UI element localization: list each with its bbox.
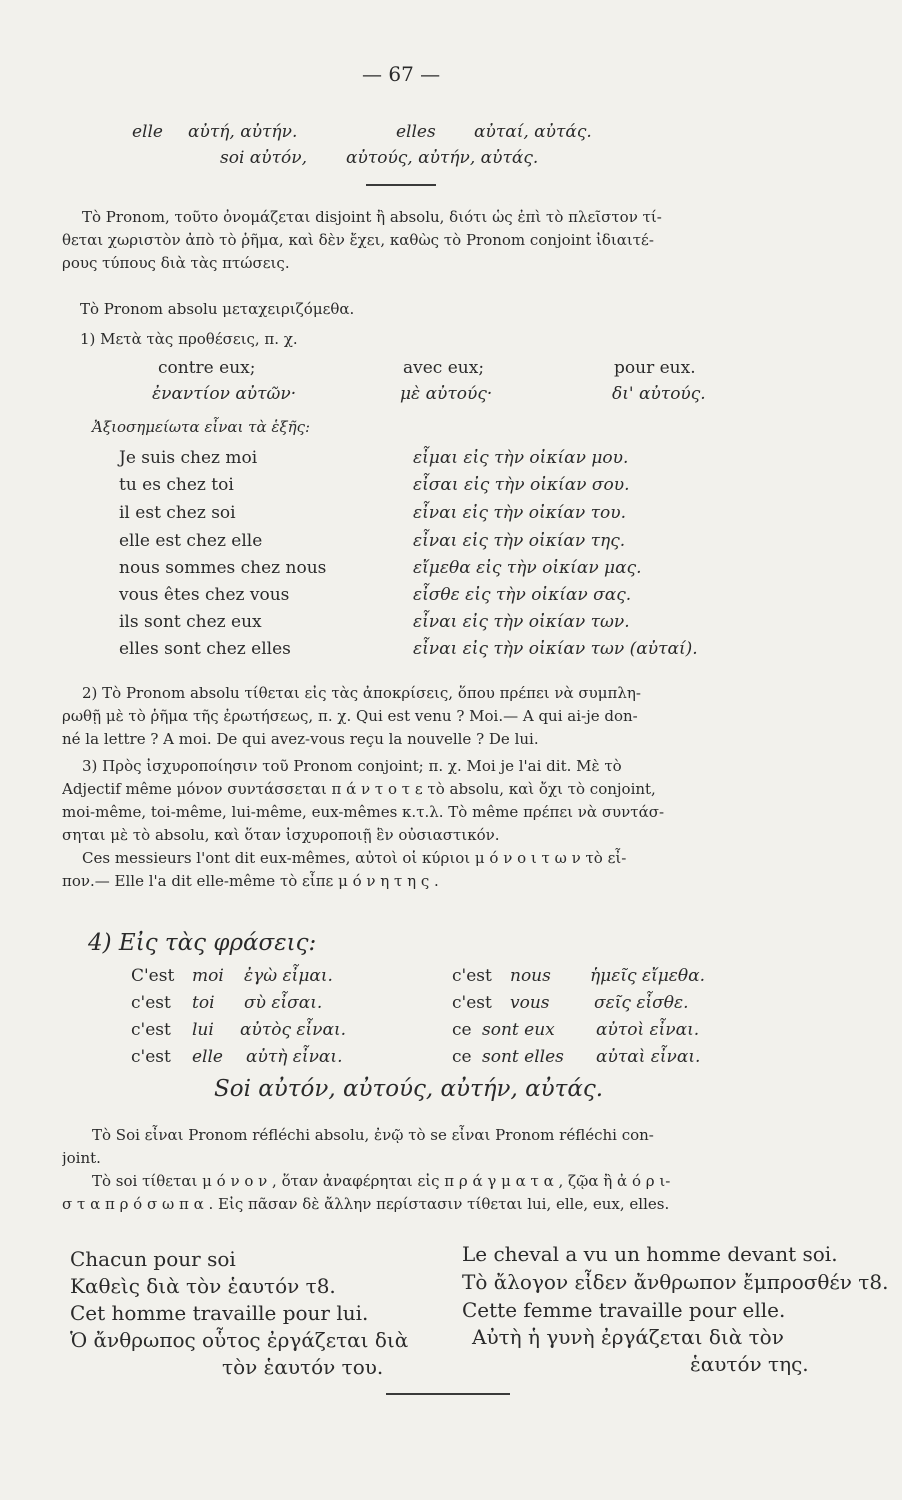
final-left-4: Ὁ ἄνθρωπος οὗτος ἐργάζεται διὰ bbox=[70, 1328, 409, 1352]
chez-gr-7: εἶναι εἰς τὴν οἰκίαν των. bbox=[413, 612, 630, 632]
page-number: — 67 — bbox=[362, 62, 441, 86]
prep-fr-3: pour eux. bbox=[614, 358, 696, 378]
cest-l1-a: C'est bbox=[131, 966, 175, 986]
rule-3-line-2: Adjectif même μόνον συντάσσεται π ά ν τ ο τ ε τὸ absolu, καὶ ὄχι τὸ conjoint, bbox=[62, 780, 656, 798]
top-pair-gr-4: αὐτούς, αὐτήν, αὐτάς. bbox=[346, 148, 539, 168]
final-left-1: Chacun pour soi bbox=[70, 1247, 236, 1271]
cest-r4-a: ce bbox=[452, 1047, 472, 1067]
final-left-2: Καθεὶς διὰ τὸν ἑαυτόν τ8. bbox=[70, 1274, 336, 1298]
divider-bottom bbox=[386, 1393, 510, 1395]
rule-3-line-1: 3) Πρὸς ἰσχυροποίησιν τοῦ Pronom conjoint; π. χ. Moi je l'ai dit. Μὲ τὸ bbox=[82, 757, 622, 775]
chez-fr-6: vous êtes chez vous bbox=[119, 585, 290, 605]
chez-gr-6: εἶσθε εἰς τὴν οἰκίαν σας. bbox=[413, 585, 632, 605]
cest-l1-b: moi bbox=[192, 966, 224, 986]
cest-l2-a: c'est bbox=[131, 993, 171, 1013]
chez-fr-3: il est chez soi bbox=[119, 503, 236, 523]
intro-line-2: θεται χωριστὸν ἀπὸ τὸ ῥῆμα, καὶ δὲν ἔχει, καθὼς τὸ Pronom conjoint ἰδιαιτέ- bbox=[62, 231, 654, 249]
rule-3-line-4: σηται μὲ τὸ absolu, καὶ ὅταν ἰσχυροποιῇ ἓν οὐσιαστικόν. bbox=[62, 826, 500, 844]
chez-gr-4: εἶναι εἰς τὴν οἰκίαν της. bbox=[413, 531, 626, 551]
final-right-1: Le cheval a vu un homme devant soi. bbox=[462, 1242, 838, 1266]
final-left-3: Cet homme travaille pour lui. bbox=[70, 1301, 369, 1325]
soi-line-3: Τὸ soi τίθεται μ ό ν ο ν , ὅταν ἀναφέρηται εἰς π ρ ά γ μ α τ α , ζῷα ἢ ἀ ό ρ ι- bbox=[92, 1172, 671, 1190]
cest-r1-c: ἡμεῖς εἴμεθα. bbox=[590, 966, 706, 986]
examples-intro: Ἀξιοσημείωτα εἶναι τὰ ἑξῆς: bbox=[92, 418, 311, 436]
cest-r2-b: vous bbox=[510, 993, 550, 1013]
rule-3-line-6: πον.— Elle l'a dit elle-même τὸ εἶπε μ ό ν η τ η ς . bbox=[62, 872, 439, 890]
chez-gr-1: εἶμαι εἰς τὴν οἰκίαν μου. bbox=[413, 448, 629, 468]
final-right-4: Αὐτὴ ἡ γυνὴ ἐργάζεται διὰ τὸν bbox=[472, 1325, 784, 1349]
prep-fr-1: contre eux; bbox=[158, 358, 256, 378]
top-pair-gr-2: αὐταί, αὐτάς. bbox=[474, 122, 592, 142]
rule-2-paragraph bbox=[62, 682, 802, 751]
chez-gr-5: εἴμεθα εἰς τὴν οἰκίαν μας. bbox=[413, 558, 642, 578]
cest-r3-b: sont eux bbox=[482, 1020, 555, 1040]
cest-r3-c: αὐτοὶ εἶναι. bbox=[596, 1020, 700, 1040]
soi-line-1: Τὸ Soi εἶναι Pronom réfléchi absolu, ἐνῷ τὸ se εἶναι Pronom réfléchi con- bbox=[92, 1126, 654, 1144]
prep-fr-2: avec eux; bbox=[403, 358, 485, 378]
top-pair-fr-2: elles bbox=[396, 122, 436, 142]
rule-2-line-1: 2) Τὸ Pronom absolu τίθεται εἰς τὰς ἀποκρίσεις, ὅπου πρέπει νὰ συμπλη- bbox=[82, 684, 641, 702]
soi-heading: Soi αὐτόν, αὐτούς, αὐτήν, αὐτάς. bbox=[214, 1076, 604, 1102]
chez-fr-2: tu es chez toi bbox=[119, 475, 234, 495]
cest-r4-c: αὐταὶ εἶναι. bbox=[596, 1047, 701, 1067]
prep-gr-1: ἐναντίον αὐτῶν· bbox=[152, 384, 297, 404]
cest-r3-a: ce bbox=[452, 1020, 472, 1040]
intro-line-4: Τὸ Pronom absolu μεταχειριζόμεθα. bbox=[80, 300, 355, 318]
final-left-5: τὸν ἑαυτόν του. bbox=[222, 1355, 384, 1379]
rule-1: 1) Μετὰ τὰς προθέσεις, π. χ. bbox=[80, 330, 298, 348]
intro-paragraph bbox=[62, 206, 802, 275]
chez-fr-8: elles sont chez elles bbox=[119, 639, 291, 659]
cest-r1-b: nous bbox=[510, 966, 551, 986]
cest-r1-a: c'est bbox=[452, 966, 492, 986]
rule-3-line-5: Ces messieurs l'ont dit eux-mêmes, αὐτοὶ οἱ κύριοι μ ό ν ο ι τ ω ν τὸ εἶ- bbox=[82, 849, 627, 867]
cest-l4-b: elle bbox=[192, 1047, 223, 1067]
cest-r4-b: sont elles bbox=[482, 1047, 564, 1067]
top-pair-gr-3: soi αὐτόν, bbox=[220, 148, 307, 168]
rule-2-line-2: ρωθῇ μὲ τὸ ῥῆμα τῆς ἐρωτήσεως, π. χ. Qui est venu ? Moi.— A qui ai-je don- bbox=[62, 707, 638, 725]
final-right-3: Cette femme travaille pour elle. bbox=[462, 1298, 786, 1322]
chez-fr-1: Je suis chez moi bbox=[119, 448, 258, 468]
intro-line-1: Τὸ Pronom, τοῦτο ὀνομάζεται disjoint ἢ absolu, διότι ὡς ἐπὶ τὸ πλεῖστον τί- bbox=[82, 208, 662, 226]
cest-l3-b: lui bbox=[192, 1020, 214, 1040]
rule-3-paragraph bbox=[62, 755, 802, 893]
prep-gr-2: μὲ αὐτούς· bbox=[400, 384, 493, 404]
soi-line-4: σ τ α π ρ ό σ ω π α . Εἰς πᾶσαν δὲ ἄλλην περίστασιν τίθεται lui, elle, eux, elles. bbox=[62, 1195, 670, 1213]
soi-paragraph bbox=[62, 1124, 802, 1216]
chez-fr-5: nous sommes chez nous bbox=[119, 558, 327, 578]
chez-fr-7: ils sont chez eux bbox=[119, 612, 262, 632]
cest-r2-c: σεῖς εἶσθε. bbox=[594, 993, 689, 1013]
rule-3-line-3: moi-même, toi-même, lui-même, eux-mêmes κ.τ.λ. Τὸ même πρέπει νὰ συντάσ- bbox=[62, 803, 665, 821]
chez-gr-3: εἶναι εἰς τὴν οἰκίαν του. bbox=[413, 503, 627, 523]
final-right-5: ἑαυτόν της. bbox=[690, 1352, 809, 1376]
top-pair-gr-1: αὐτή, αὐτήν. bbox=[188, 122, 298, 142]
prep-gr-3: δι' αὐτούς. bbox=[612, 384, 706, 404]
chez-fr-4: elle est chez elle bbox=[119, 531, 263, 551]
cest-l1-c: ἐγὼ εἶμαι. bbox=[244, 966, 333, 986]
intro-line-3: ρους τύπους διὰ τὰς πτώσεις. bbox=[62, 254, 290, 272]
top-pair-fr-1: elle bbox=[132, 122, 163, 142]
cest-r2-a: c'est bbox=[452, 993, 492, 1013]
chez-gr-2: εἶσαι εἰς τὴν οἰκίαν σου. bbox=[413, 475, 630, 495]
cest-l4-c: αὐτὴ εἶναι. bbox=[246, 1047, 343, 1067]
cest-l3-a: c'est bbox=[131, 1020, 171, 1040]
chez-gr-8: εἶναι εἰς τὴν οἰκίαν των (αὐταί). bbox=[413, 639, 698, 659]
cest-l3-c: αὐτὸς εἶναι. bbox=[240, 1020, 347, 1040]
cest-l2-c: σὺ εἶσαι. bbox=[244, 993, 323, 1013]
cest-l2-b: toi bbox=[192, 993, 215, 1013]
divider-top bbox=[366, 184, 436, 186]
rule-4-heading: 4) Εἰς τὰς φράσεις: bbox=[88, 930, 317, 956]
cest-l4-a: c'est bbox=[131, 1047, 171, 1067]
soi-line-2: joint. bbox=[62, 1149, 101, 1167]
final-right-2: Τὸ ἄλογον εἶδεν ἄνθρωπον ἔμπροσθέν τ8. bbox=[462, 1270, 889, 1294]
rule-2-line-3: né la lettre ? A moi. De qui avez-vous reçu la nouvelle ? De lui. bbox=[62, 730, 539, 748]
